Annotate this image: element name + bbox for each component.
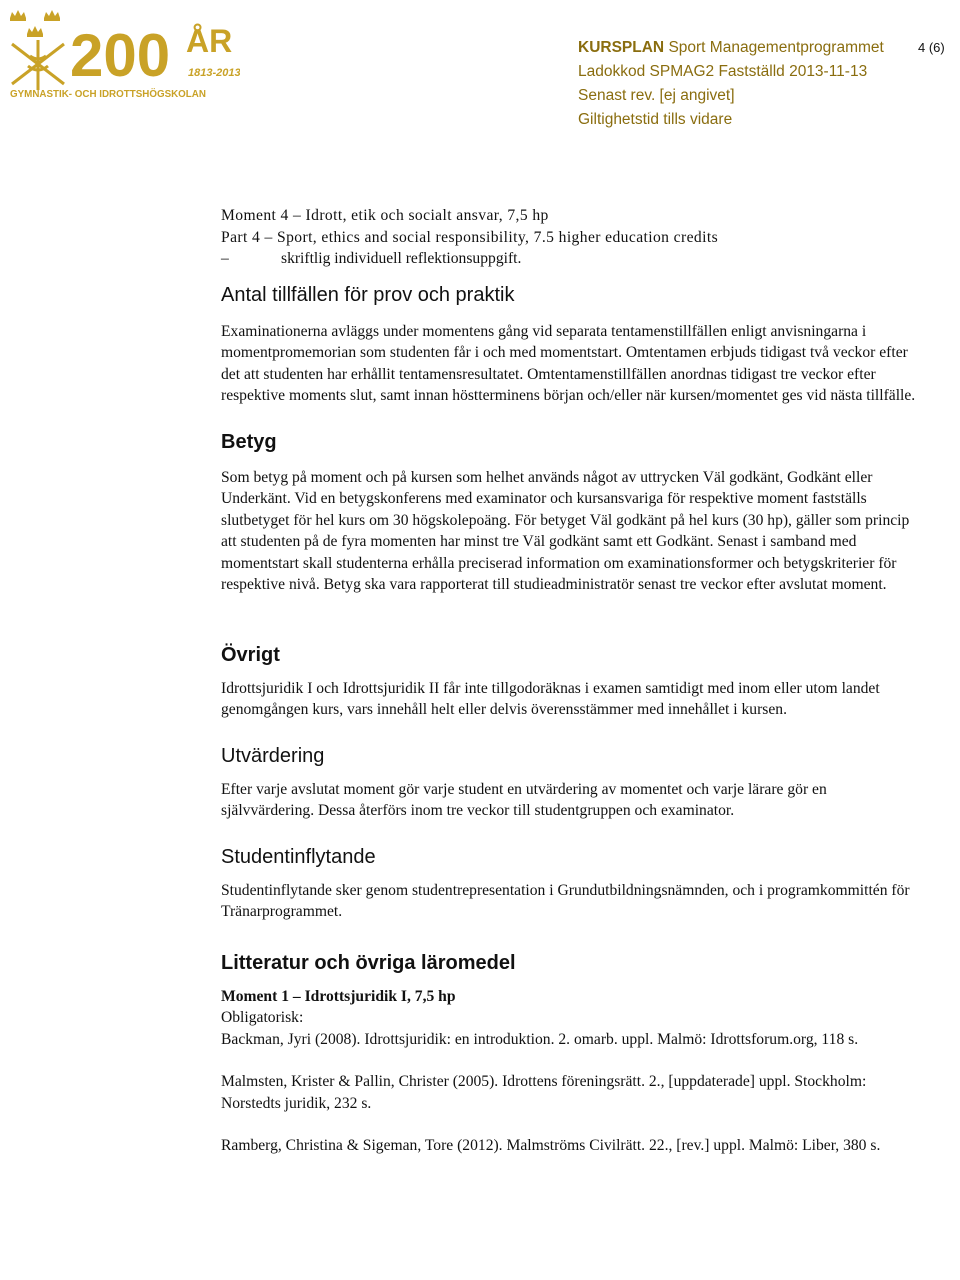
ovrigt-body: Idrottsjuridik I och Idrottsjuridik II får inte tillgodoräknas i examen samtidigt med inom eller utom landet genomgången kurs, vars innehåll helt eller delvis överensstämmer med innehållet i kursen.: [221, 679, 880, 718]
utvardering-heading: Utvärdering: [221, 744, 325, 767]
gih-200-year-logo: [4, 4, 240, 100]
betyg-heading: Betyg: [221, 430, 277, 453]
header-senast-rev: Senast rev. [ej angivet]: [578, 87, 735, 104]
litteratur-obligatorisk: Obligatorisk:: [221, 1009, 304, 1026]
header-program: Sport Managementprogrammet: [668, 39, 884, 56]
document-body: [221, 205, 916, 1157]
antal-heading: Antal tillfällen för prov och praktik: [221, 283, 515, 306]
litteratur-moment1: Moment 1 – Idrottsjuridik I, 7,5 hp: [221, 987, 456, 1005]
logo-200-text: 200: [70, 22, 171, 89]
page-number: 4 (6): [918, 40, 945, 55]
studentinflytande-heading: Studentinflytande: [221, 845, 376, 868]
antal-body: Examinationerna avläggs under momentens gång vid separata tentamenstillfällen enligt anvisningarna i momentpromemorian som studenten får i och med momentstart. Omtentamen erbjuds tidigast två veckor efter det att studenten har erhållit tentamensresultatet. Omtentamenstillfällen anordnas tidigast tre veckor efter respektive moments slut, samt innan höstterminens början och/eller när kursen/momentet ges vid nästa tillfälle.: [221, 322, 916, 404]
moment4-english-title: Part 4 – Sport, ethics and social responsibility, 7.5 higher education credits: [221, 228, 719, 246]
studentinflytande-body: Studentinflytande sker genom studentrepresentation i Grundutbildningsnämnden, och i programkommittén för Tränarprogrammet.: [221, 881, 910, 920]
antal-section: [221, 282, 916, 407]
moment4-title: Moment 4 – Idrott, etik och socialt ansvar, 7,5 hp: [221, 207, 549, 224]
moment4-section: [221, 205, 916, 270]
ovrigt-heading: Övrigt: [221, 643, 280, 666]
betyg-body: Som betyg på moment och på kursen som helhet används något av uttrycken Väl godkänt, Godkänt eller Underkänt. Vid en betygskonferens med examinator och kursansvariga för respektive moment fastställs slutbetyget för hel kurs om 30 högskolepoäng. För betyget Väl godkänt på hel kurs (30 hp), gäller som princip att studenten på de fyra momenten har minst tre Väl godkänt samt ett Godkänt. Senast i samband med momentstart skall studenterna erhålla preciserad information om examinationsformer och betygskriterier för respektive nivå. Betyg ska vara rapporterat till studieadministratör senast tre veckor efter avslutat moment.: [221, 468, 910, 593]
reference-item: Backman, Jyri (2008). Idrottsjuridik: en introduktion. 2. omarb. uppl. Malmö: Idrottsforum.org, 118 s.: [221, 1030, 859, 1048]
reference-item: Malmsten, Krister & Pallin, Christer (2005). Idrottens föreningsrätt. 2., [uppdaterade] uppl. Stockholm: Norstedts juridik, 232 s.: [221, 1073, 867, 1112]
logo-graphic: [4, 4, 240, 100]
document-header: [578, 36, 908, 132]
studentinflytande-section: [221, 844, 916, 923]
moment4-exam-item: [221, 248, 916, 270]
reference-item: Ramberg, Christina & Sigeman, Tore (2012). Malmströms Civilrätt. 22., [rev.] uppl. Malmö: Liber, 380 s.: [221, 1137, 881, 1154]
utvardering-body: Efter varje avslutat moment gör varje student en utvärdering av momentet och varje lärare gör en självvärdering. Dessa återförs inom tre veckor till studentgruppen och examinator.: [221, 780, 827, 819]
logo-school-text: GYMNASTIK- OCH IDROTTSHÖGSKOLAN: [10, 89, 206, 100]
crowns-icon: [10, 10, 60, 37]
header-title-row: [578, 36, 908, 60]
logo-years-text: 1813-2013: [188, 67, 240, 79]
header-ladokkod: Ladokkod SPMAG2 Fastställd 2013-11-13: [578, 63, 868, 80]
header-kursplan: KURSPLAN: [578, 39, 665, 56]
betyg-section: [221, 429, 916, 596]
logo-ar-text: ÅR: [186, 23, 233, 59]
dash-bullet: –: [221, 250, 229, 267]
utvardering-section: [221, 743, 916, 822]
litteratur-heading: Litteratur och övriga läromedel: [221, 951, 516, 974]
ovrigt-section: [221, 642, 916, 721]
litteratur-section: [221, 950, 916, 1157]
emblem-icon: [12, 40, 64, 90]
moment4-exam-text: skriftlig individuell reflektionsuppgift.: [281, 250, 522, 267]
header-giltighet: Giltighetstid tills vidare: [578, 111, 733, 128]
